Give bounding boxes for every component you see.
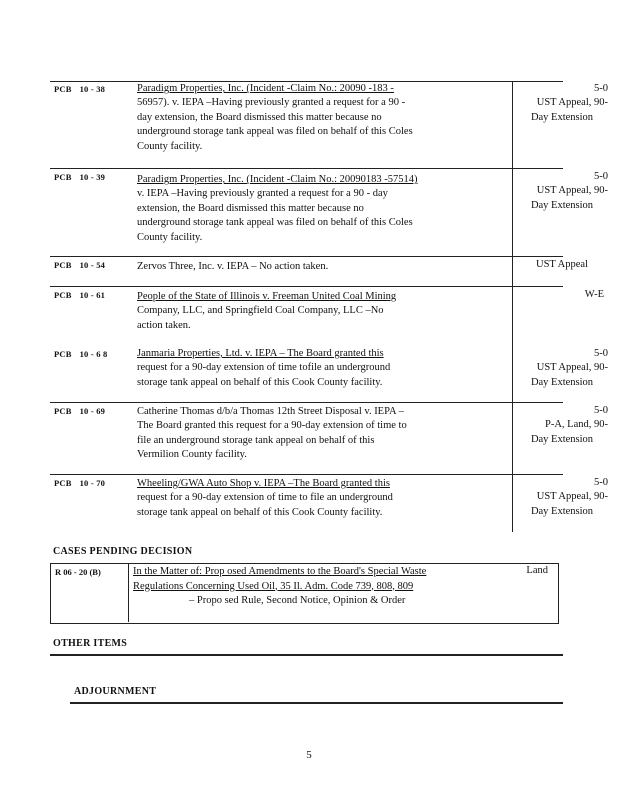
column-divider bbox=[512, 169, 513, 256]
case-description: In the Matter of: Prop osed Amendments to the Board's Special Waste Regulations Concerning Used Oil, 35 Il. Adm. Code 739, 808, 809 – Propo sed Rule, Second Notice, Opinion & Order bbox=[133, 566, 427, 606]
case-row bbox=[50, 257, 588, 287]
case-number: PCB 10 - 54 bbox=[54, 260, 106, 270]
vote-cell: 5-0 UST Appeal, 90- Day Extension bbox=[530, 477, 608, 517]
vote-cell: 5-0 UST Appeal, 90- Day Extension bbox=[530, 171, 608, 211]
case-number: PCB 10 - 69 bbox=[54, 406, 106, 416]
vote-cell: 5-0 P-A, Land, 90- Day Extension bbox=[530, 405, 608, 445]
column-divider bbox=[512, 403, 513, 474]
column-divider bbox=[512, 475, 513, 532]
section-rule bbox=[50, 654, 563, 656]
case-number: PCB 10 - 6 8 bbox=[54, 349, 108, 359]
section-rule bbox=[70, 702, 563, 704]
vote-cell: Land bbox=[526, 565, 548, 576]
case-description: Catherine Thomas d/b/a Thomas 12th Street Disposal v. IEPA – The Board granted this request for a 90-day extension of time to file an underground storage tank appeal on behalf of this Vermilion County facility. bbox=[137, 406, 407, 461]
column-divider bbox=[512, 257, 513, 286]
vote-cell: UST Appeal bbox=[535, 259, 588, 270]
adjournment-heading: ADJOURNMENT bbox=[74, 686, 157, 697]
column-divider bbox=[128, 564, 129, 622]
case-number: PCB 10 - 70 bbox=[54, 478, 106, 488]
case-number: R 06 - 20 (B) bbox=[55, 567, 101, 577]
case-number: PCB 10 - 61 bbox=[54, 290, 106, 300]
case-row bbox=[50, 346, 608, 403]
case-number: PCB 10 - 39 bbox=[54, 172, 106, 182]
other-items-heading: OTHER ITEMS bbox=[53, 638, 128, 649]
pending-case-box bbox=[50, 563, 559, 624]
page-number: 5 bbox=[306, 749, 312, 761]
case-description: Paradigm Properties, Inc. (Incident -Claim No.: 20090 -183 - 56957). v. IEPA –Having previously granted a request for a 90 - day extension, the Board dismissed this matter because no underground storage tank appeal was filed on behalf of this Coles County facility. bbox=[137, 83, 413, 152]
vote-cell: W-E bbox=[584, 289, 604, 300]
column-divider bbox=[512, 81, 513, 168]
vote-cell: 5-0 UST Appeal, 90- Day Extension bbox=[530, 348, 608, 388]
case-row bbox=[50, 81, 608, 169]
case-description: Janmaria Properties, Ltd. v. IEPA – The Board granted this request for a 90-day extension of time tofile an underground storage tank appeal on behalf of this Cook County facility. bbox=[137, 348, 391, 388]
case-description: Zervos Three, Inc. v. IEPA – No action taken. bbox=[137, 261, 329, 272]
case-description: People of the State of Illinois v. Freeman United Coal Mining Company, LLC, and Springfield Coal Company, LLC –No action taken. bbox=[137, 291, 397, 331]
case-row bbox=[50, 475, 608, 532]
case-row bbox=[50, 287, 604, 346]
column-divider bbox=[512, 289, 513, 402]
case-row bbox=[50, 403, 608, 475]
cases-table bbox=[50, 81, 608, 532]
case-description: Wheeling/GWA Auto Shop v. IEPA –The Board granted this request for a 90-day extension of time to file an underground storage tank appeal on behalf of this Cook County facility. bbox=[137, 478, 393, 518]
case-description: Paradigm Properties, Inc. (Incident -Claim No.: 20090183 -57514) v. IEPA –Having previously granted a request for a 90 - day extension, the Board dismissed this matter because no underground storage tank appeal was filed on behalf of this Coles County facility. bbox=[137, 174, 418, 243]
vote-cell: 5-0 UST Appeal, 90- Day Extension bbox=[530, 83, 608, 123]
case-row bbox=[50, 169, 608, 257]
pending-decision-heading: CASES PENDING DECISION bbox=[53, 546, 193, 557]
case-number: PCB 10 - 38 bbox=[54, 84, 106, 94]
